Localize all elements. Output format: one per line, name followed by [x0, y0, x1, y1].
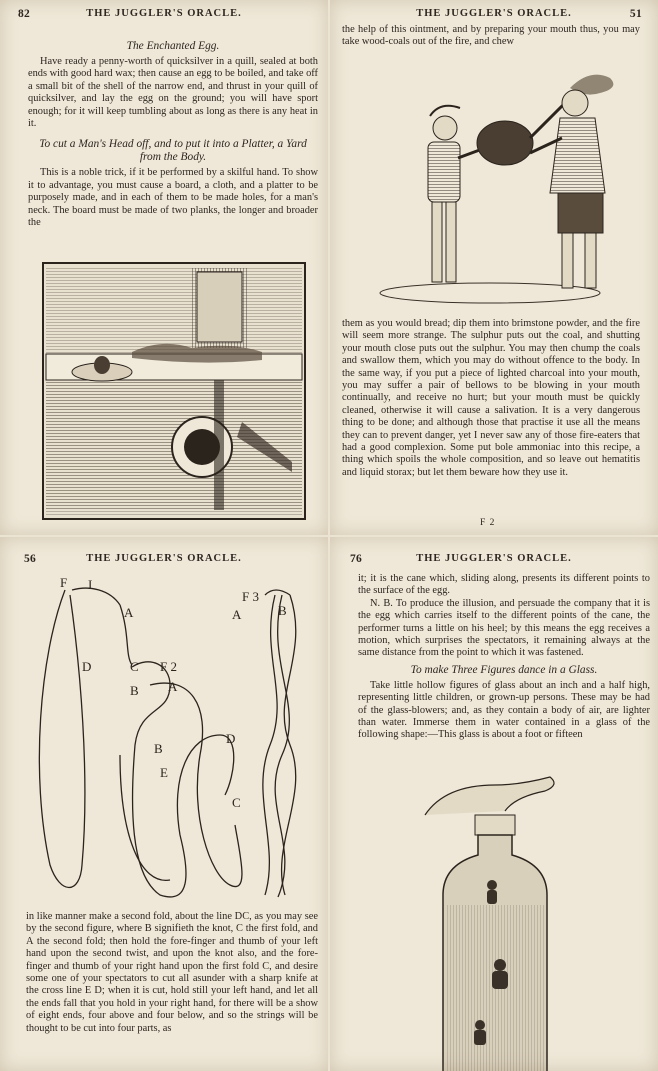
page-number: 56 — [24, 553, 37, 565]
fig-label-b: B — [130, 683, 139, 698]
page-number: 76 — [350, 553, 363, 565]
fig-label-d: D — [82, 659, 92, 674]
running-header — [14, 8, 314, 24]
fig-label-f2: F 2 — [160, 659, 177, 674]
page-56 — [0, 537, 328, 1071]
page-text-body — [26, 911, 318, 1035]
running-head: THE JUGGLER'S ORACLE. — [416, 553, 572, 564]
running-header — [344, 553, 644, 569]
paragraph: This is a noble trick, if it be performed by a skilful hand. To show it to advantage, you must cause a board, a cloth, and a platter to be purposely made, and in each of them to be made holes, for a man's neck. The board must be made of two planks, the longer and broader the — [28, 167, 318, 229]
fig-label-a2: A — [168, 679, 178, 694]
fig-label-d2: D — [226, 731, 236, 746]
paragraph: Have ready a penny-worth of quicksilver in a quill, sealed at both ends with good hard wax; then cause an egg to be boiled, and take off a small bit of the shell of the narrow end, and thrust in your quill of quicksilver, and lay the egg on the ground; you will have sport enough; for it will keep tumbling about as long as there is any heat in it. — [28, 56, 318, 130]
fig-label-f3: F 3 — [242, 589, 259, 604]
page-number: 82 — [18, 8, 31, 20]
fig-label-b3: B — [278, 603, 287, 618]
fig-label-a3: A — [232, 607, 242, 622]
fig-label-a: A — [124, 605, 134, 620]
head-platter-engraving — [42, 262, 306, 520]
paragraph: in like manner make a second fold, about the line DC, as you may see by the second figure, where B signifieth the knot, C the first fold, and A the second fold; then hold the fore-finger and thumb of your left hand upon the second twist, and upon the knot also, and the fore-finger and thumb of your right hand upon the first fold C, and desire some one of your spectators to cut all asunder with a sharp knife at the cross line E D; when it is cut, hold still your left hand, and let all the ends fall that you hold in your right hand, for there will be a show of eight ends, four above and four below, and so the strings will be thought to be cut into four parts, as — [26, 911, 318, 1034]
section-heading: To cut a Man's Head off, and to put it into a Platter, a Yard from the Body. — [39, 138, 307, 164]
signature-mark: F 2 — [480, 518, 496, 528]
fig-label-f: F — [60, 575, 68, 590]
running-head: THE JUGGLER'S ORACLE. — [86, 8, 242, 19]
section-heading: The Enchanted Egg. — [126, 40, 220, 52]
running-header — [14, 553, 314, 569]
section-heading: To make Three Figures dance in a Glass. — [410, 663, 598, 676]
page-82 — [0, 0, 328, 535]
page-51 — [330, 0, 658, 535]
fig-label-e: E — [160, 765, 168, 780]
fig-label-c: C — [130, 659, 139, 674]
page-text-top — [342, 24, 640, 49]
fig-label-i: I — [88, 577, 93, 592]
paragraph: the help of this ointment, and by preparing your mouth thus, you may take wood-coals out of the fire, and chew — [342, 24, 640, 48]
page-text-top — [358, 573, 650, 742]
page-number: 51 — [629, 8, 642, 20]
running-header — [344, 8, 644, 24]
paragraph: Take little hollow figures of glass about an inch and a half high, representing little children, or grown-up persons. These may be had of the glass-blowers; and, as they contain a body of air, are lighter than water. Immerse them in water contained in a glass of the following shape:—This glass is about a foot or fifteen — [358, 679, 650, 741]
bellows-engraving — [370, 58, 630, 308]
string-trick-diagram — [20, 575, 320, 905]
fig-label-c2: C — [232, 795, 241, 810]
running-head: THE JUGGLER'S ORACLE. — [86, 553, 242, 564]
page-text-body — [342, 318, 640, 479]
paragraph: N. B. To produce the illusion, and persuade the company that it is the egg which carries itself to the different points of the cane, the performer turns a little on his heel; by this means the egg receives a motion, which surprises the spectators, it remaining always at the same distance from the point to which it was fastened. — [358, 597, 650, 659]
page-76 — [330, 537, 658, 1071]
fig-label-b2: B — [154, 741, 163, 756]
paragraph: them as you would bread; dip them into brimstone powder, and the fire will seem more strange. The sulphur puts out the coal, and shutting your mouth close puts out the sulphur. You may then chump the coals and swallow them, which you may do without offence to the body. In the same way, if you put a piece of lighted charcoal into your mouth, you may suffer a pair of bellows to be blowing in your mouth continually, and receive no hurt; but your mouth must be quickly cleaned, otherwise it will cause a salivation. It is a very dangerous thing to be done; and although those that practise it use all the means they can to prevent danger, yet I never saw any of those fire-eaters that had a good complexion. Some put bole ammoniac into this recipe, a thing which spoils the whole composition, and so leave out hematitis and liquid storax; but let them beware how they use it. — [342, 318, 640, 478]
paragraph: it; it is the cane which, sliding along, presents its different points to the surface of the egg. — [358, 573, 650, 597]
page-text — [28, 36, 318, 229]
bottle-engraving — [420, 775, 570, 1071]
running-head: THE JUGGLER'S ORACLE. — [416, 8, 572, 19]
